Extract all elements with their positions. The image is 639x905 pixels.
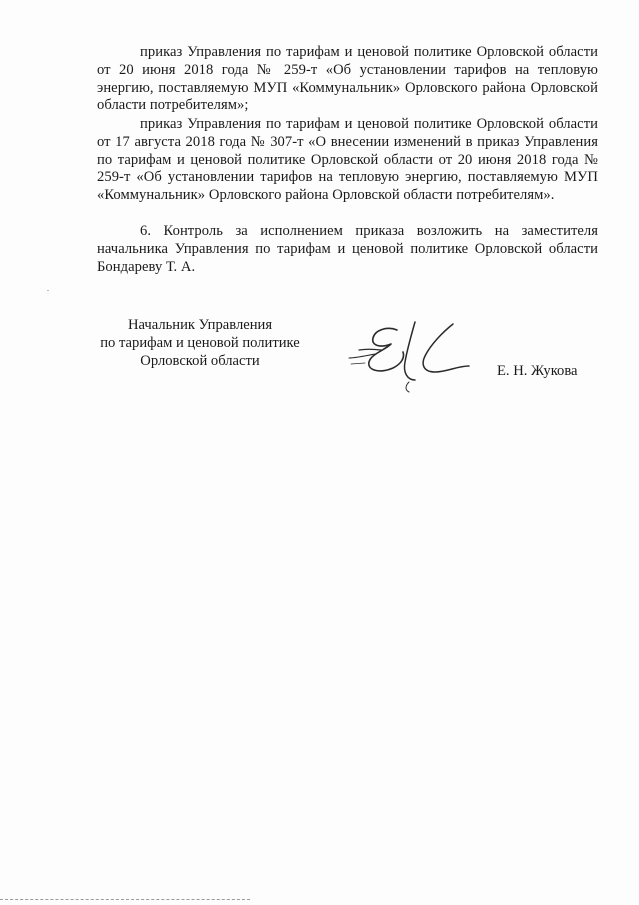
paragraph-order-307: приказ Управления по тарифам и ценовой политике Орловской области от 17 августа 2018 года № 307-т «О внесении изменений в приказ Управления по тарифам и ценовой политике Орловской области от 20 июня 2018 года № 259-т «Об установлении тарифов на тепловую энергию, поставляемую МУП «Коммунальник» Орловского района Орловской области потребителям». [97, 116, 598, 204]
signer-position-line-1: Начальник Управления [127, 317, 273, 333]
handwritten-signature [345, 316, 495, 396]
signer-position-line-2: по тарифам и ценовой политике [100, 335, 300, 351]
paragraph-control-clause: 6. Контроль за исполнением приказа возложить на заместителя начальника Управления по тарифам и ценовой политике Орловской области Бондареву Т. А. [97, 223, 598, 275]
signer-position [70, 316, 330, 370]
signer-position-line-3: Орловской области [140, 353, 260, 369]
footer-rule [0, 899, 250, 900]
paragraph-order-259: приказ Управления по тарифам и ценовой политике Орловской области от 20 июня 2018 года № 259-т «Об установлении тарифов на тепловую энергию, поставляемую МУП «Коммунальник» Орловского района Орловской области потребителям»; [97, 44, 598, 114]
scan-speck [47, 290, 49, 291]
signer-name: Е. Н. Жукова [497, 363, 578, 379]
